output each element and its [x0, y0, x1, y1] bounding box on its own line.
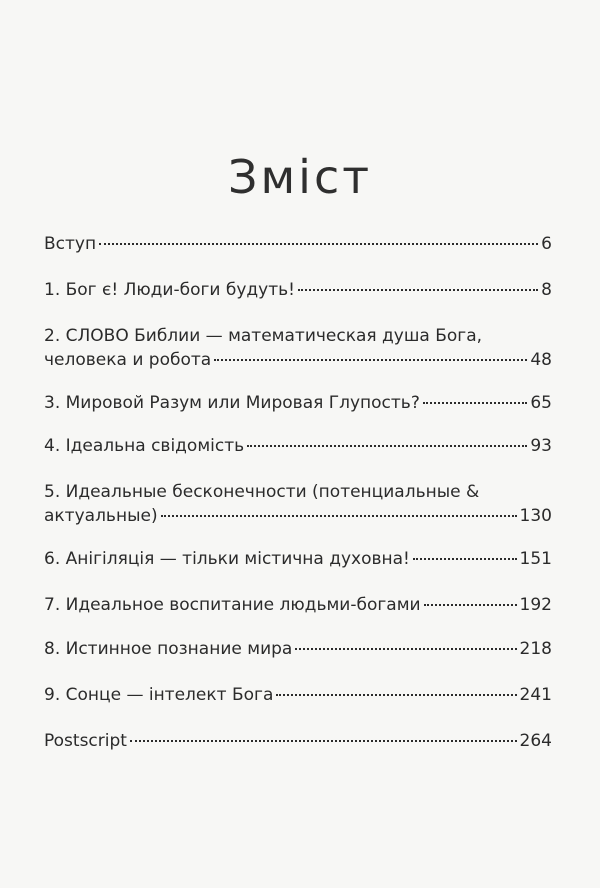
dot-leader — [295, 648, 516, 650]
dot-leader — [424, 604, 517, 606]
toc-entry-9 — [44, 683, 552, 707]
toc-entry-label: Postscript — [44, 731, 127, 751]
dot-leader — [298, 289, 538, 291]
toc-page-number: 264 — [519, 731, 552, 751]
toc-entry-2 — [44, 324, 552, 372]
toc-entry-intro — [44, 232, 552, 256]
toc-entry-6 — [44, 547, 552, 571]
toc-page-number: 130 — [519, 506, 552, 526]
toc-entry-label: человека и робота — [44, 350, 212, 370]
toc-entry-label: 7. Идеальное воспитание людьми-богами — [44, 595, 421, 615]
dot-leader — [99, 243, 538, 245]
toc-entry-label: 6. Анігіляція — тільки містична духовна! — [44, 549, 410, 569]
toc-page-number: 93 — [530, 436, 552, 456]
page-title: Зміст — [227, 150, 373, 204]
toc-page-number: 48 — [530, 350, 552, 370]
toc-entry-label-line1: 2. СЛОВО Библии — математическая душа Бога, — [44, 326, 483, 346]
toc-entry-label: 4. Ідеальна свідомість — [44, 436, 245, 456]
toc-entry-label-line1: 5. Идеальные бесконечности (потенциальные & — [44, 482, 480, 502]
dot-leader — [247, 445, 527, 447]
toc-entry-label: актуальные) — [44, 506, 158, 526]
toc-entry-label: 9. Сонце — інтелект Бога — [44, 685, 274, 705]
toc-page-number: 8 — [541, 280, 552, 300]
dot-leader — [276, 694, 516, 696]
dot-leader — [130, 740, 517, 742]
toc-entry-label: 1. Бог є! Люди-боги будуть! — [44, 280, 295, 300]
toc-entry-postscript — [44, 729, 552, 753]
toc-page-number: 65 — [530, 393, 552, 413]
toc-entry-8 — [44, 637, 552, 661]
toc-entry-1 — [44, 278, 552, 302]
toc-entry-label: 8. Истинное познание мира — [44, 639, 293, 659]
toc-entry-label: 3. Мировой Разум или Мировая Глупость? — [44, 393, 420, 413]
toc-page-number: 218 — [519, 639, 552, 659]
toc-entry-4 — [44, 434, 552, 458]
toc-entry-3 — [44, 391, 552, 415]
toc-page-number: 6 — [541, 234, 552, 254]
toc-entry-7 — [44, 593, 552, 617]
dot-leader — [161, 515, 517, 517]
toc-entry-label: Вступ — [44, 234, 97, 254]
dot-leader — [214, 359, 527, 361]
toc-page-number: 241 — [519, 685, 552, 705]
dot-leader — [423, 402, 528, 404]
toc-entry-5 — [44, 480, 552, 528]
dot-leader — [413, 558, 517, 560]
toc-page-number: 151 — [519, 549, 552, 569]
toc-page-number: 192 — [519, 595, 552, 615]
